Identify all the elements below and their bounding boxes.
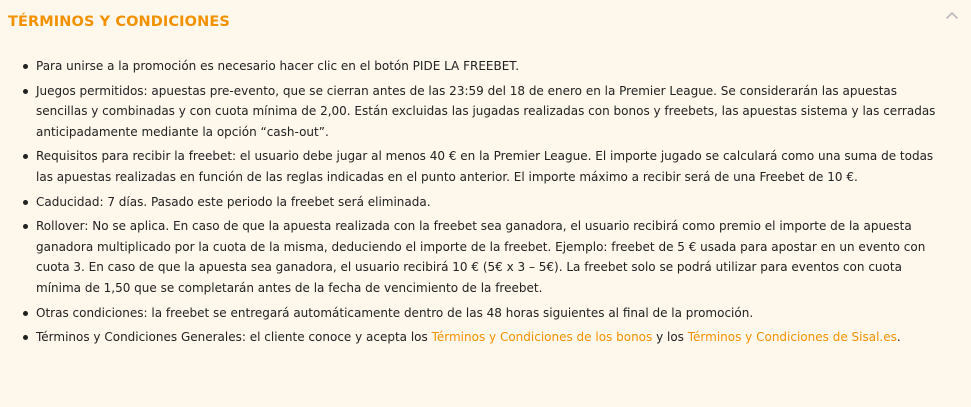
chevron-up-icon[interactable] [945,10,959,20]
list-item-text: Otras condiciones: la freebet se entregará automáticamente dentro de las 48 horas siguientes al final de la promoción. [36,305,754,320]
list-item [36,56,941,77]
bonus-terms-link[interactable]: Términos y Condiciones de los bonos [431,330,653,345]
list-item-text: Juegos permitidos: apuestas pre-evento, que se cierran antes de las 23:59 del 18 de enero en la Premier League. Se considerarán las apuestas sencillas y combinadas y con cuota mínima de 2,00. Están excluidas las jugadas realizadas con bonos y freebets, las apuestas sistema y las cerradas anticipadamente mediante la opción “cash-out”. [36,83,936,139]
list-item [36,327,941,348]
list-item-prefix: Términos y Condiciones Generales: el cliente conoce y acepta los [36,330,432,345]
terms-list [8,56,941,348]
list-item-text: Para unirse a la promoción es necesario hacer clic en el botón PIDE LA FREEBET. [36,59,520,73]
list-item [36,303,941,324]
list-item-middle: y los [652,330,688,345]
list-item-text: Rollover: No se aplica. En caso de que la apuesta realizada con la freebet sea ganadora, el usuario recibirá como premio el importe de la apuesta ganadora multiplicado por la cuota de la misma, deduciendo el importe de la freebet. Ejemplo: freebet de 5 € usada para apostar en un evento con cuota 3. En caso de que la apuesta sea ganadora, el usuario recibirá 10 € (5€ x 3 – 5€). La freebet solo se podrá utilizar para eventos con cuota mínima de 1,50 que se completarán antes de la fecha de vencimiento de la freebet. [36,219,926,295]
list-item [36,81,941,143]
list-item [36,146,941,187]
list-item-suffix: . [896,330,901,345]
sisal-terms-link[interactable]: Términos y Condiciones de Sisal.es [687,330,897,345]
list-item [36,192,941,213]
list-item [36,216,941,298]
list-item-text: Caducidad: 7 días. Pasado este periodo la freebet será eliminada. [36,194,431,209]
terms-header[interactable] [8,10,941,34]
section-title: TÉRMINOS Y CONDICIONES [8,14,230,30]
list-item-text: Requisitos para recibir la freebet: el usuario debe jugar al menos 40 € en la Premier League. El importe jugado se calculará como una suma de todas las apuestas realizadas en función de las reglas indicadas en el punto anterior. El importe máximo a recibir será de una Freebet de 10 €. [36,149,934,184]
